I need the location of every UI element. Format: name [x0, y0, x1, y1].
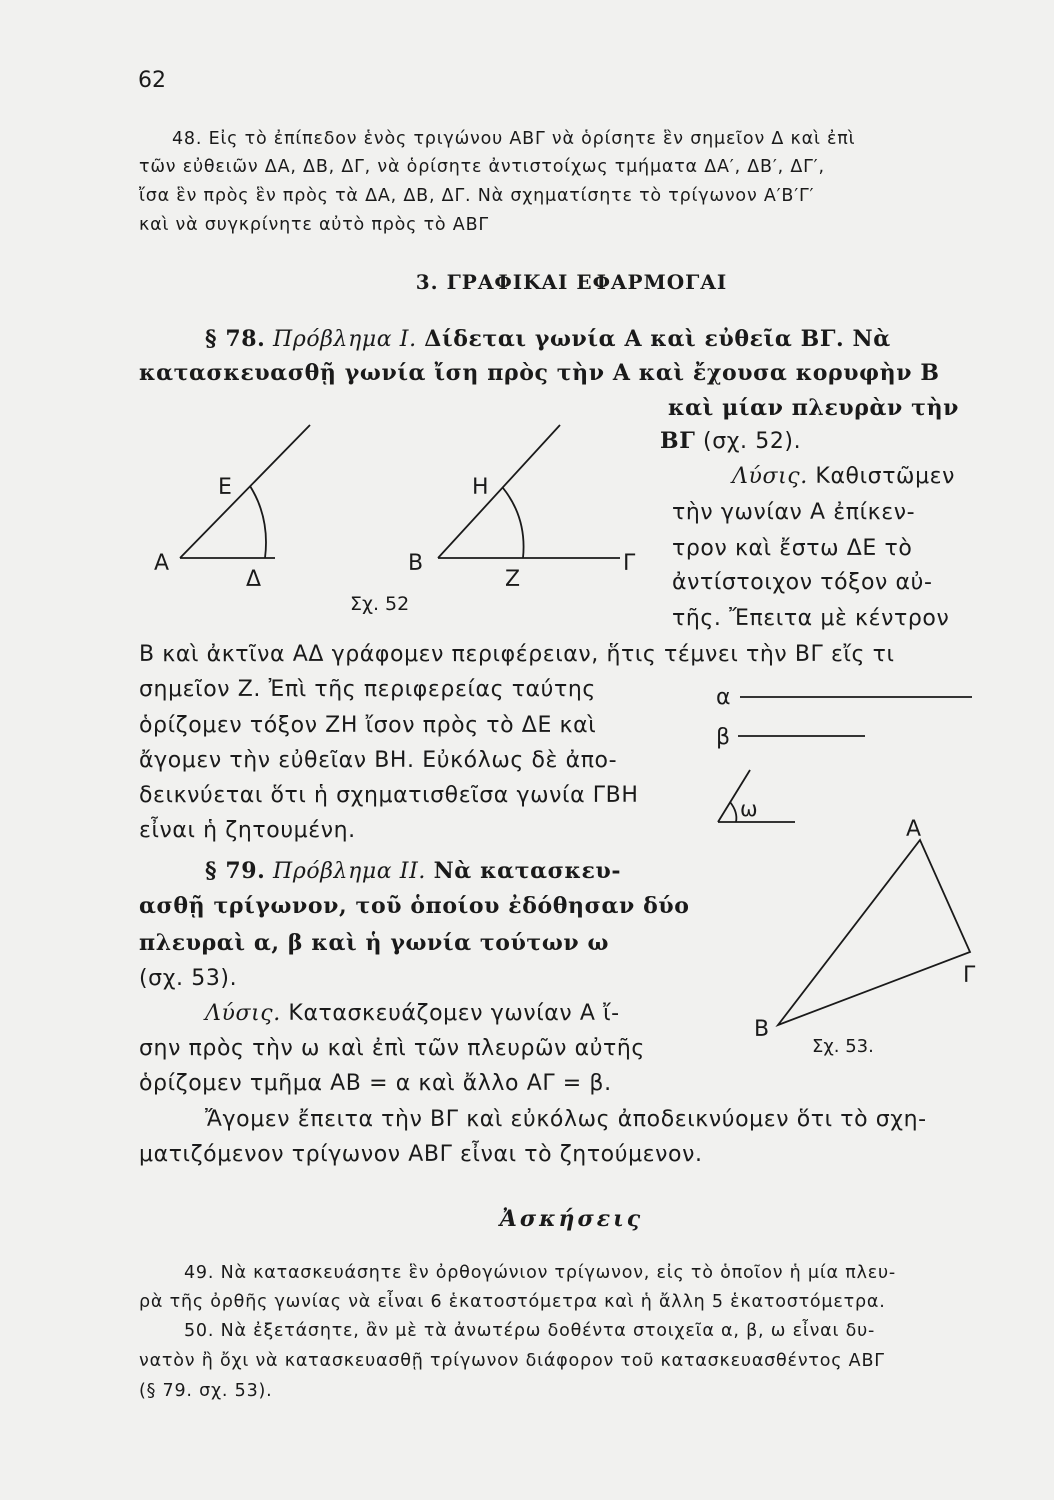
- fig52-angle-a-ray: [180, 425, 310, 558]
- problem-79-header: [205, 858, 621, 884]
- fig53-omega-arc: [730, 802, 736, 822]
- problem-79-solution-label: Λύσις.: [205, 1001, 281, 1026]
- problem-79-title: Πρόβλημα ΙΙ.: [273, 859, 426, 884]
- page-number: 62: [138, 68, 166, 93]
- fig53-label-omega: ω: [740, 797, 758, 821]
- fig52-caption: Σχ. 52: [350, 593, 410, 615]
- fig53-label-beta: β: [716, 725, 731, 750]
- problem-78-solution-line-7: ὁρίζομεν τόξον ΖΗ ἴσον πρὸς τὸ ΔΕ καὶ: [139, 713, 597, 738]
- problem-78-title: Πρόβλημα Ι.: [273, 327, 417, 352]
- fig53-caption: Σχ. 53.: [812, 1036, 874, 1057]
- problem-79-solution-line-1: Κατασκευάζομεν γωνίαν Α ἴ-: [288, 1001, 620, 1026]
- problem-78-header: [205, 326, 891, 352]
- exercise-49-line-1: 49. Νὰ κατασκευάσητε ἓν ὀρθογώνιον τρίγωνον, εἰς τὸ ὁποῖον ἡ μία πλευ-: [184, 1263, 897, 1283]
- fig52-label-g: Γ: [623, 551, 636, 576]
- fig53-label-g: Γ: [963, 963, 976, 988]
- problem-78-solution-line-2: τὴν γωνίαν Α ἐπίκεν-: [672, 500, 916, 525]
- problem-78-statement-2: κατασκευασθῇ γωνία ἴση πρὸς τὴν Α καὶ ἔχουσα κορυφὴν Β: [139, 360, 940, 386]
- fig52-line-bh: [438, 425, 560, 558]
- fig52-label-h: Η: [472, 475, 489, 500]
- fig53-label-b: Β: [754, 1017, 770, 1042]
- problem-78-solution-line-9: δεικνύεται ὅτι ἡ σχηματισθεῖσα γωνία ΓΒΗ: [139, 783, 639, 808]
- exercise-50-line-1: 50. Νὰ ἐξετάσητε, ἂν μὲ τὰ ἀνωτέρω δοθέντα στοιχεῖα α, β, ω εἶναι δυ-: [184, 1321, 876, 1341]
- problem-78-solution-label: Λύσις.: [732, 464, 808, 489]
- problem-79-solution-line-3: ὁρίζομεν τμῆμα ΑΒ = α καὶ ἄλλο ΑΓ = β.: [139, 1071, 612, 1096]
- fig52-label-z: Ζ: [505, 567, 521, 592]
- fig53-triangle-abg: [778, 840, 970, 1025]
- exercise-49-line-2: ρὰ τῆς ὀρθῆς γωνίας νὰ εἶναι 6 ἑκατοστόμετρα καὶ ἡ ἄλλη 5 ἑκατοστόμετρα.: [139, 1292, 886, 1312]
- problem-78-solution-line-10: εἶναι ἡ ζητουμένη.: [139, 818, 356, 843]
- problem-78-solution-line-5: τῆς. Ἔπειτα μὲ κέντρον: [672, 606, 950, 631]
- problem-78-statement-4-rest: (σχ. 52).: [703, 429, 802, 454]
- fig52-label-a: Α: [154, 551, 170, 576]
- problem-79-number: § 79.: [205, 858, 266, 884]
- fig52-label-b: Β: [408, 551, 424, 576]
- fig52-label-d: Δ: [246, 567, 262, 592]
- figure-53: [700, 680, 1000, 1065]
- problem-78-solution-line-8: ἄγομεν τὴν εὐθεῖαν ΒΗ. Εὐκόλως δὲ ἀπο-: [139, 748, 618, 773]
- exercise-50-line-3: (§ 79. σχ. 53).: [139, 1381, 273, 1401]
- problem-78-solution-line-1: Καθιστῶμεν: [815, 464, 956, 489]
- problem-79-solution-start: [205, 1001, 620, 1026]
- problem-78-solution-line-6: σημεῖον Ζ. Ἐπὶ τῆς περιφερείας ταύτης: [139, 677, 596, 702]
- exercises-heading: Ἀσκήσεις: [499, 1206, 644, 1232]
- problem-79-solution-line-5: ματιζόμενον τρίγωνον ΑΒΓ εἶναι τὸ ζητούμενον.: [139, 1142, 703, 1167]
- problem-79-statement-2: ασθῇ τρίγωνον, τοῦ ὁποίου ἐδόθησαν δύο: [139, 893, 690, 919]
- fig52-arc-de: [250, 486, 266, 558]
- problem-79-solution-line-2: σην πρὸς τὴν ω καὶ ἐπὶ τῶν πλευρῶν αὐτῆς: [139, 1036, 645, 1061]
- fig52-label-e: Ε: [218, 475, 232, 500]
- figure-52: [130, 410, 660, 625]
- fig53-label-a: Α: [906, 817, 922, 842]
- exercise-48-line-4: καὶ νὰ συγκρίνητε αὐτὸ πρὸς τὸ ΑΒΓ: [139, 215, 489, 235]
- exercise-50-line-2: νατὸν ἢ ὄχι νὰ κατασκευασθῇ τρίγωνον διάφορον τοῦ κατασκευασθέντος ΑΒΓ: [139, 1351, 885, 1371]
- problem-79-statement-3: πλευραὶ α, β καὶ ἡ γωνία τούτων ω: [139, 930, 610, 956]
- problem-78-statement-3: καὶ μίαν πλευρὰν τὴν: [668, 395, 960, 421]
- problem-78-solution-full-line: Β καὶ ἀκτῖνα ΑΔ γράφομεν περιφέρειαν, ἥτις τέμνει τὴν ΒΓ εἴς τι: [139, 642, 895, 667]
- problem-78-statement-4: [660, 428, 801, 454]
- section-heading: 3. ΓΡΑΦΙΚΑΙ ΕΦΑΡΜΟΓΑΙ: [415, 270, 728, 294]
- problem-78-solution-start: [732, 464, 955, 489]
- problem-79-statement-1: Νὰ κατασκευ-: [433, 858, 622, 884]
- fig53-label-alpha: α: [716, 685, 731, 710]
- exercise-48-line-1: 48. Εἰς τὸ ἐπίπεδον ἑνὸς τριγώνου ΑΒΓ νὰ ὁρίσητε ἓν σημεῖον Δ καὶ ἐπὶ: [172, 129, 856, 149]
- problem-78-solution-line-4: ἀντίστοιχον τόξον αὐ-: [672, 570, 933, 595]
- problem-78-solution-line-3: τρον καὶ ἔστω ΔΕ τὸ: [672, 536, 913, 561]
- problem-79-statement-4: (σχ. 53).: [139, 966, 238, 991]
- fig52-arc-zh: [503, 488, 524, 558]
- problem-78-statement-4-bold: ΒΓ: [660, 428, 696, 454]
- exercise-48-line-3: ἴσα ἓν πρὸς ἓν πρὸς τὰ ΔΑ, ΔΒ, ΔΓ. Νὰ σχηματίσητε τὸ τρίγωνον Α′Β′Γ′: [139, 186, 815, 206]
- problem-78-number: § 78.: [205, 326, 266, 352]
- problem-78-statement-1: Δίδεται γωνία Α καὶ εὐθεῖα ΒΓ. Νὰ: [424, 326, 891, 352]
- problem-79-solution-line-4: Ἄγομεν ἔπειτα τὴν ΒΓ καὶ εὐκόλως ἀποδεικνύομεν ὅτι τὸ σχη-: [205, 1107, 927, 1132]
- exercise-48-line-2: τῶν εὐθειῶν ΔΑ, ΔΒ, ΔΓ, νὰ ὁρίσητε ἀντιστοίχως τμήματα ΔΑ′, ΔΒ′, ΔΓ′,: [139, 157, 825, 177]
